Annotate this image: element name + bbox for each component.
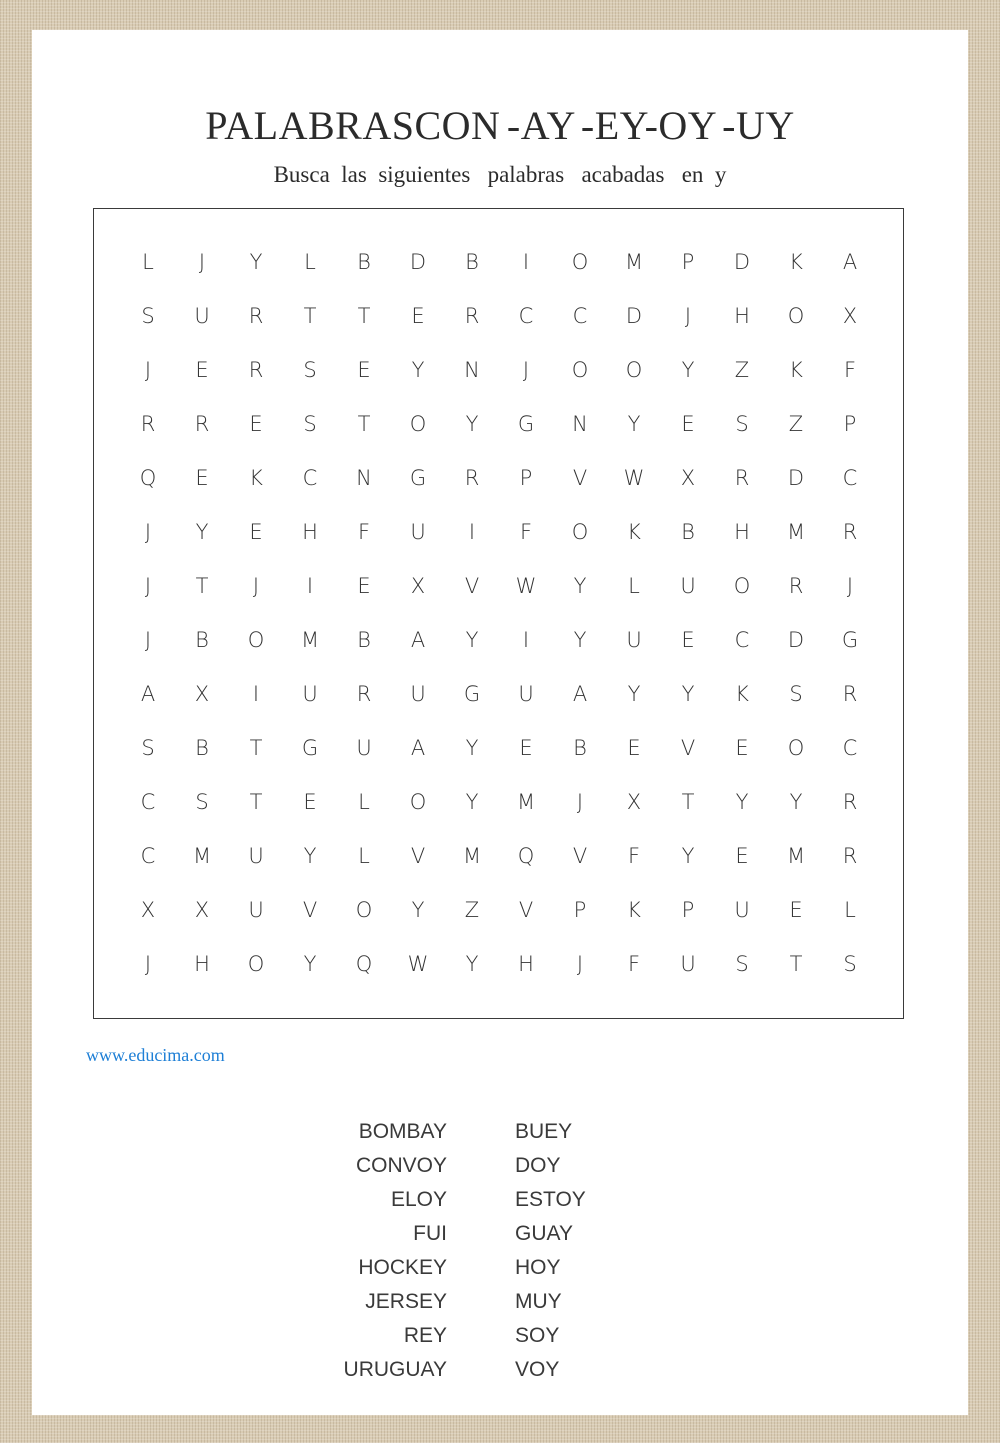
grid-cell[interactable]: J <box>144 358 152 382</box>
grid-cell[interactable]: J <box>576 790 584 814</box>
grid-cell[interactable]: R <box>356 682 372 706</box>
grid-cell[interactable]: H <box>734 520 750 544</box>
grid-cell[interactable]: M <box>300 628 320 652</box>
grid-cell[interactable]: M <box>786 520 806 544</box>
grid-cell[interactable]: N <box>572 412 588 436</box>
grid-cell[interactable]: L <box>358 844 370 868</box>
word-list-item: HOY <box>515 1256 561 1279</box>
grid-cell[interactable]: S <box>735 952 749 976</box>
grid-cell[interactable]: T <box>357 304 371 328</box>
page-subtitle: Busca las siguientes palabras acabadas en y <box>273 162 727 187</box>
grid-cell[interactable]: C <box>140 790 156 814</box>
grid-cell[interactable]: G <box>409 466 427 490</box>
grid-cell[interactable]: X <box>194 898 210 922</box>
grid-cell[interactable]: Y <box>681 844 695 868</box>
grid-cell[interactable]: E <box>681 412 695 436</box>
website-link[interactable]: www.educima.com <box>86 1045 225 1065</box>
grid-cell[interactable]: A <box>842 250 858 274</box>
grid-cell[interactable]: B <box>357 250 371 274</box>
grid-cell[interactable]: V <box>572 466 588 490</box>
grid-cell[interactable]: R <box>464 304 480 328</box>
grid-cell[interactable]: N <box>464 358 480 382</box>
grid-cell[interactable]: Y <box>303 952 317 976</box>
word-list-item: REY <box>403 1324 447 1347</box>
grid-cell[interactable]: X <box>626 790 642 814</box>
grid-cell[interactable]: L <box>844 898 856 922</box>
grid-cell[interactable]: Y <box>789 790 803 814</box>
word-list-item: VOY <box>515 1358 560 1381</box>
grid-cell[interactable]: J <box>252 574 260 598</box>
grid-cell[interactable]: K <box>249 466 263 490</box>
grid-cell[interactable]: W <box>407 952 429 976</box>
grid-cell[interactable]: F <box>627 952 641 976</box>
grid-cell[interactable]: P <box>843 412 857 436</box>
grid-cell[interactable]: X <box>194 682 210 706</box>
grid-cell[interactable]: O <box>787 736 805 760</box>
grid-cell[interactable]: V <box>464 574 480 598</box>
page-title: PALABRASCON -AY -EY-OY -UY <box>205 103 795 148</box>
grid-cell[interactable]: Y <box>465 790 479 814</box>
grid-cell[interactable]: Y <box>681 682 695 706</box>
grid-cell[interactable]: V <box>410 844 426 868</box>
grid-cell[interactable]: M <box>462 844 482 868</box>
grid-cell[interactable]: Y <box>465 736 479 760</box>
grid-cell[interactable]: K <box>735 682 749 706</box>
grid-cell[interactable]: U <box>734 898 750 922</box>
grid-cell[interactable]: E <box>195 466 209 490</box>
grid-cell[interactable]: O <box>571 520 589 544</box>
grid-cell[interactable]: I <box>522 250 530 274</box>
grid-cell[interactable]: K <box>627 520 641 544</box>
grid-cell[interactable]: E <box>627 736 641 760</box>
grid-cell[interactable]: Y <box>411 898 425 922</box>
grid-cell[interactable]: E <box>249 412 263 436</box>
grid-cell[interactable]: O <box>247 628 265 652</box>
grid-cell[interactable]: Y <box>573 574 587 598</box>
grid-cell[interactable]: Y <box>627 412 641 436</box>
grid-cell[interactable]: R <box>842 520 858 544</box>
grid-cell[interactable]: T <box>357 412 371 436</box>
grid-cell[interactable]: P <box>519 466 533 490</box>
grid-cell[interactable]: M <box>624 250 644 274</box>
grid-cell[interactable]: E <box>789 898 803 922</box>
grid-cell[interactable]: U <box>302 682 318 706</box>
grid-cell[interactable]: V <box>680 736 696 760</box>
grid-cell[interactable]: C <box>734 628 750 652</box>
grid-cell[interactable]: X <box>680 466 696 490</box>
grid-cell[interactable]: Z <box>734 358 750 382</box>
grid-cell[interactable]: C <box>518 304 534 328</box>
grid-cell[interactable]: R <box>464 466 480 490</box>
grid-cell[interactable]: T <box>303 304 317 328</box>
grid-cell[interactable]: E <box>519 736 533 760</box>
grid-cell[interactable]: Q <box>139 466 157 490</box>
grid-cell[interactable]: F <box>357 520 371 544</box>
grid-cell[interactable]: Y <box>681 358 695 382</box>
grid-cell[interactable]: K <box>789 358 803 382</box>
word-list-left-column <box>332 1118 447 1390</box>
grid-cell[interactable]: E <box>357 574 371 598</box>
word-search-box <box>93 208 904 1019</box>
word-list-item: BUEY <box>515 1120 573 1143</box>
grid-cell[interactable]: F <box>519 520 533 544</box>
grid-cell[interactable]: A <box>572 682 588 706</box>
grid-cell[interactable]: D <box>625 304 643 328</box>
grid-cell[interactable]: H <box>194 952 210 976</box>
grid-cell[interactable]: A <box>140 682 156 706</box>
grid-cell[interactable]: U <box>248 898 264 922</box>
grid-cell[interactable]: O <box>625 358 643 382</box>
grid-cell[interactable]: F <box>843 358 857 382</box>
grid-cell[interactable]: M <box>192 844 212 868</box>
grid-cell[interactable]: T <box>249 736 263 760</box>
grid-cell[interactable]: P <box>681 250 695 274</box>
grid-cell[interactable]: B <box>681 520 695 544</box>
grid-cell[interactable]: R <box>140 412 156 436</box>
word-search-grid <box>121 235 877 991</box>
grid-cell[interactable]: T <box>681 790 695 814</box>
grid-cell[interactable]: J <box>144 574 152 598</box>
grid-cell[interactable]: Z <box>464 898 480 922</box>
grid-cell[interactable]: B <box>195 628 209 652</box>
word-list-item: DOY <box>515 1154 561 1177</box>
grid-cell[interactable]: J <box>576 952 584 976</box>
grid-cell[interactable]: Y <box>627 682 641 706</box>
grid-cell[interactable]: J <box>144 520 152 544</box>
grid-cell[interactable]: F <box>627 844 641 868</box>
grid-cell[interactable]: Y <box>465 628 479 652</box>
grid-cell[interactable]: D <box>787 628 805 652</box>
word-list-item: SOY <box>515 1324 560 1347</box>
grid-cell[interactable]: R <box>842 844 858 868</box>
grid-cell[interactable]: S <box>195 790 209 814</box>
word-list-item: FUI <box>413 1222 447 1245</box>
grid-cell[interactable]: L <box>142 250 154 274</box>
grid-cell[interactable]: U <box>194 304 210 328</box>
grid-cell[interactable]: U <box>410 520 426 544</box>
grid-cell[interactable]: O <box>247 952 265 976</box>
grid-cell[interactable]: P <box>681 898 695 922</box>
grid-cell[interactable]: T <box>249 790 263 814</box>
grid-cell[interactable]: B <box>465 250 479 274</box>
word-list-right-column <box>515 1118 655 1390</box>
grid-cell[interactable]: S <box>303 358 317 382</box>
grid-cell[interactable]: Y <box>465 952 479 976</box>
grid-cell[interactable]: U <box>626 628 642 652</box>
grid-cell[interactable]: N <box>356 466 372 490</box>
grid-cell[interactable]: J <box>684 304 692 328</box>
grid-cell[interactable]: A <box>410 628 426 652</box>
grid-cell[interactable]: R <box>788 574 804 598</box>
grid-cell[interactable]: K <box>789 250 803 274</box>
grid-cell[interactable]: E <box>681 628 695 652</box>
grid-cell[interactable]: X <box>842 304 858 328</box>
word-list-item: URUGUAY <box>343 1358 447 1381</box>
grid-cell[interactable]: D <box>409 250 427 274</box>
grid-cell[interactable]: S <box>141 736 155 760</box>
grid-cell[interactable]: Y <box>735 790 749 814</box>
grid-cell[interactable]: O <box>787 304 805 328</box>
grid-cell[interactable]: C <box>140 844 156 868</box>
grid-cell[interactable]: E <box>735 736 749 760</box>
grid-cell[interactable]: R <box>734 466 750 490</box>
grid-cell[interactable]: Y <box>573 628 587 652</box>
grid-cell[interactable]: U <box>680 952 696 976</box>
grid-cell[interactable]: Y <box>465 412 479 436</box>
grid-cell[interactable]: S <box>141 304 155 328</box>
grid-cell[interactable]: H <box>302 520 318 544</box>
word-list-item: JERSEY <box>365 1290 447 1313</box>
grid-cell[interactable]: M <box>786 844 806 868</box>
grid-cell[interactable]: Q <box>517 844 535 868</box>
grid-cell[interactable]: Y <box>195 520 209 544</box>
grid-cell[interactable]: B <box>195 736 209 760</box>
grid-cell[interactable]: U <box>410 682 426 706</box>
grid-cell[interactable]: L <box>358 790 370 814</box>
grid-cell[interactable]: R <box>194 412 210 436</box>
grid-cell[interactable]: Y <box>249 250 263 274</box>
grid-cell[interactable]: O <box>733 574 751 598</box>
grid-cell[interactable]: J <box>144 952 152 976</box>
grid-cell[interactable]: I <box>522 628 530 652</box>
grid-cell[interactable]: S <box>303 412 317 436</box>
grid-cell[interactable]: J <box>846 574 854 598</box>
grid-cell[interactable]: E <box>195 358 209 382</box>
grid-cell[interactable]: G <box>301 736 319 760</box>
grid-cell[interactable]: C <box>842 736 858 760</box>
grid-cell[interactable]: H <box>518 952 534 976</box>
grid-cell[interactable]: J <box>144 628 152 652</box>
grid-cell[interactable]: E <box>411 304 425 328</box>
grid-cell[interactable]: J <box>522 358 530 382</box>
grid-cell[interactable]: O <box>409 790 427 814</box>
grid-cell[interactable]: J <box>198 250 206 274</box>
word-list-item: BOMBAY <box>358 1120 447 1143</box>
grid-cell[interactable]: U <box>680 574 696 598</box>
grid-cell[interactable]: G <box>517 412 535 436</box>
grid-cell[interactable]: X <box>140 898 156 922</box>
grid-cell[interactable]: C <box>302 466 318 490</box>
grid-cell[interactable]: X <box>410 574 426 598</box>
grid-cell[interactable]: E <box>735 844 749 868</box>
word-list-item: ELOY <box>390 1188 447 1211</box>
grid-cell[interactable]: R <box>248 358 264 382</box>
grid-cell[interactable]: V <box>518 898 534 922</box>
grid-cell[interactable]: P <box>573 898 587 922</box>
grid-cell[interactable]: E <box>357 358 371 382</box>
grid-cell[interactable]: R <box>248 304 264 328</box>
grid-cell[interactable]: C <box>842 466 858 490</box>
grid-cell[interactable]: L <box>304 250 316 274</box>
word-list-item: CONVOY <box>355 1154 447 1177</box>
grid-cell[interactable]: S <box>735 412 749 436</box>
grid-cell[interactable]: R <box>842 790 858 814</box>
word-list-item: MUY <box>515 1290 562 1313</box>
word-list-item: ESTOY <box>515 1188 586 1211</box>
grid-cell[interactable]: V <box>302 898 318 922</box>
grid-cell[interactable]: A <box>410 736 426 760</box>
grid-cell[interactable]: Y <box>303 844 317 868</box>
grid-cell[interactable]: W <box>623 466 645 490</box>
word-list-item: GUAY <box>515 1222 573 1245</box>
grid-cell[interactable]: V <box>572 844 588 868</box>
grid-cell[interactable]: K <box>627 898 641 922</box>
grid-cell[interactable]: Z <box>788 412 804 436</box>
grid-cell[interactable]: M <box>516 790 536 814</box>
worksheet-page <box>32 30 968 1415</box>
grid-cell[interactable]: B <box>573 736 587 760</box>
grid-cell[interactable]: C <box>572 304 588 328</box>
grid-cell[interactable]: D <box>787 466 805 490</box>
grid-cell[interactable]: H <box>734 304 750 328</box>
grid-cell[interactable]: E <box>303 790 317 814</box>
grid-cell[interactable]: Y <box>411 358 425 382</box>
grid-cell[interactable]: W <box>515 574 537 598</box>
grid-cell[interactable]: O <box>355 898 373 922</box>
grid-cell[interactable]: G <box>463 682 481 706</box>
grid-cell[interactable]: R <box>842 682 858 706</box>
grid-cell[interactable]: U <box>518 682 534 706</box>
grid-cell[interactable]: I <box>468 520 476 544</box>
grid-cell[interactable]: G <box>841 628 859 652</box>
grid-cell[interactable]: I <box>306 574 314 598</box>
grid-cell[interactable]: U <box>248 844 264 868</box>
grid-cell[interactable]: S <box>789 682 803 706</box>
grid-cell[interactable]: O <box>571 358 589 382</box>
grid-cell[interactable]: I <box>252 682 260 706</box>
grid-cell[interactable]: T <box>789 952 803 976</box>
grid-cell[interactable]: L <box>628 574 640 598</box>
grid-cell[interactable]: E <box>249 520 263 544</box>
grid-cell[interactable]: Q <box>355 952 373 976</box>
grid-cell[interactable]: S <box>843 952 857 976</box>
grid-cell[interactable]: D <box>733 250 751 274</box>
grid-cell[interactable]: O <box>409 412 427 436</box>
grid-cell[interactable]: O <box>571 250 589 274</box>
grid-cell[interactable]: T <box>195 574 209 598</box>
grid-cell[interactable]: B <box>357 628 371 652</box>
grid-cell[interactable]: U <box>356 736 372 760</box>
word-list-item: HOCKEY <box>358 1256 447 1279</box>
